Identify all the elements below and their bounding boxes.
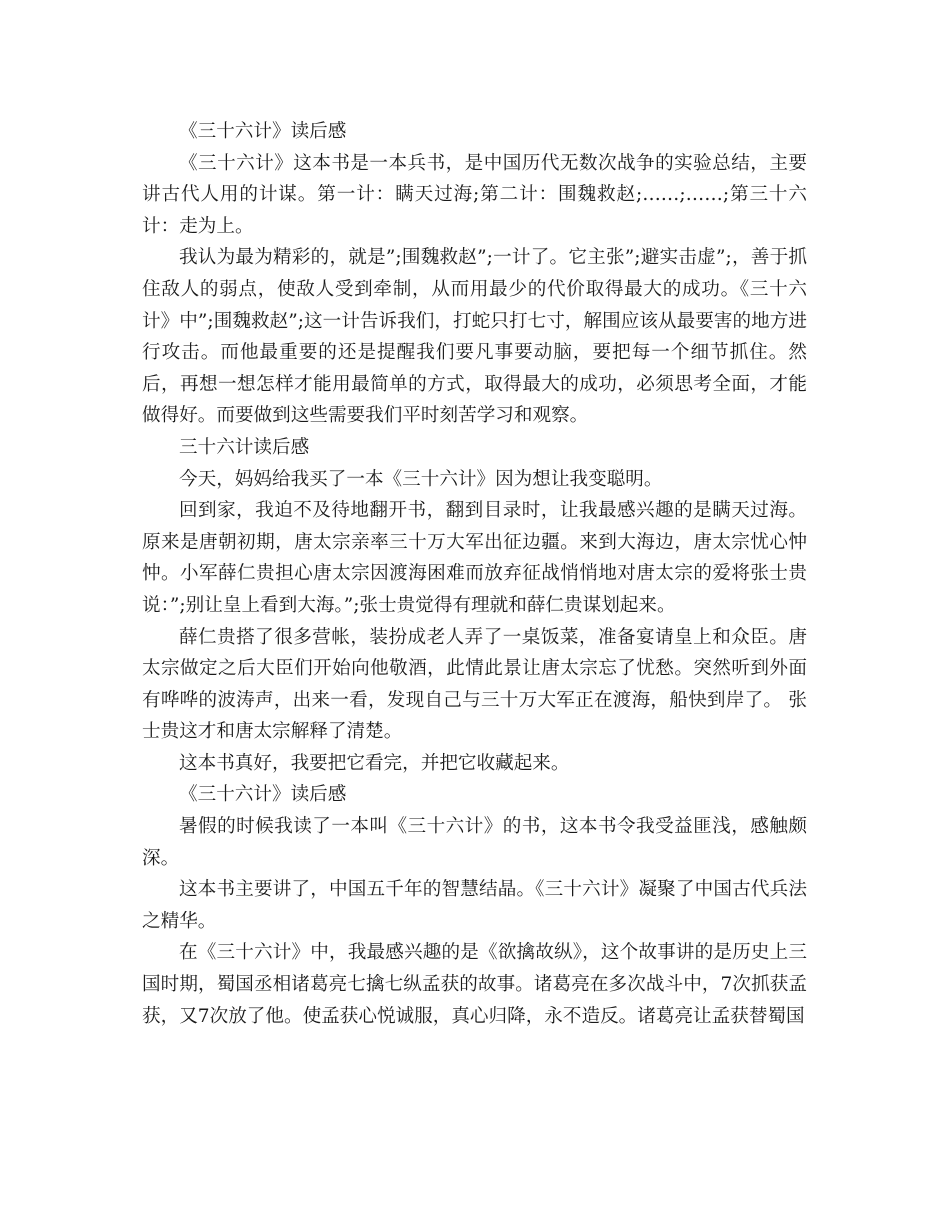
paragraph: 今天，妈妈给我买了一本《三十六计》因为想让我变聪明。 bbox=[179, 468, 663, 490]
essay-title: 三十六计读后感 bbox=[179, 436, 310, 458]
document-body bbox=[142, 116, 807, 1032]
paragraph: 在《三十六计》中，我最感兴趣的是《欲擒故纵》，这个故事讲的是历史上三国时期，蜀国丞相诸葛亮七擒七纵孟获的故事。诸葛亮在多次战斗中，7次抓获孟获，又7次放了他。使孟获心悦诚服，真心归降，永不造反。诸葛亮让孟获替蜀国 bbox=[142, 942, 807, 1027]
paragraph: 《三十六计》这本书是一本兵书，是中国历代无数次战争的实验总结，主要讲古代人用的计谋。第一计：瞒天过海;第二计：围魏救赵;……;……;第三十六计：走为上。 bbox=[142, 152, 807, 237]
essay-title: 《三十六计》读后感 bbox=[179, 121, 347, 142]
paragraph: 这本书主要讲了，中国五千年的智慧结晶。《三十六计》凝聚了中国古代兵法之精华。 bbox=[142, 879, 807, 932]
paragraph: 这本书真好，我要把它看完，并把它收藏起来。 bbox=[179, 752, 570, 774]
paragraph: 暑假的时候我读了一本叫《三十六计》的书，这本书令我受益匪浅，感触颇深。 bbox=[142, 816, 807, 869]
paragraph: 薛仁贵搭了很多营帐，装扮成老人弄了一桌饭菜，准备宴请皇上和众臣。唐太宗做定之后大臣们开始向他敬酒，此情此景让唐太宗忘了忧愁。突然听到外面有哗哗的波涛声，出来一看，发现自己与三十万大军正在渡海，船快到岸了。 张士贵这才和唐太宗解释了清楚。 bbox=[142, 626, 807, 743]
paragraph: 回到家，我迫不及待地翻开书，翻到目录时，让我最感兴趣的是瞒天过海。原来是唐朝初期，唐太宗亲率三十万大军出征边疆。来到大海边，唐太宗忧心忡忡。小军薛仁贵担心唐太宗因渡海困难而放弃征战悄悄地对唐太宗的爱将张士贵说：”;别让皇上看到大海。”;张士贵觉得有理就和薛仁贵谋划起来。 bbox=[142, 500, 807, 616]
paragraph: 我认为最为精彩的，就是”;围魏救赵”;一计了。它主张”;避实击虚”;，善于抓住敌人的弱点，使敌人受到牵制，从而用最少的代价取得最大的成功。《三十六计》中”;围魏救赵”;这一计告诉我们，打蛇只打七寸，解围应该从最要害的地方进行攻击。而他最重要的还是提醒我们要凡事要动脑，要把每一个细节抓住。然后，再想一想怎样才能用最简单的方式，取得最大的成功，必须思考全面，才能做得好。而要做到这些需要我们平时刻苦学习和观察。 bbox=[142, 247, 807, 427]
essay-title: 《三十六计》读后感 bbox=[179, 784, 347, 806]
